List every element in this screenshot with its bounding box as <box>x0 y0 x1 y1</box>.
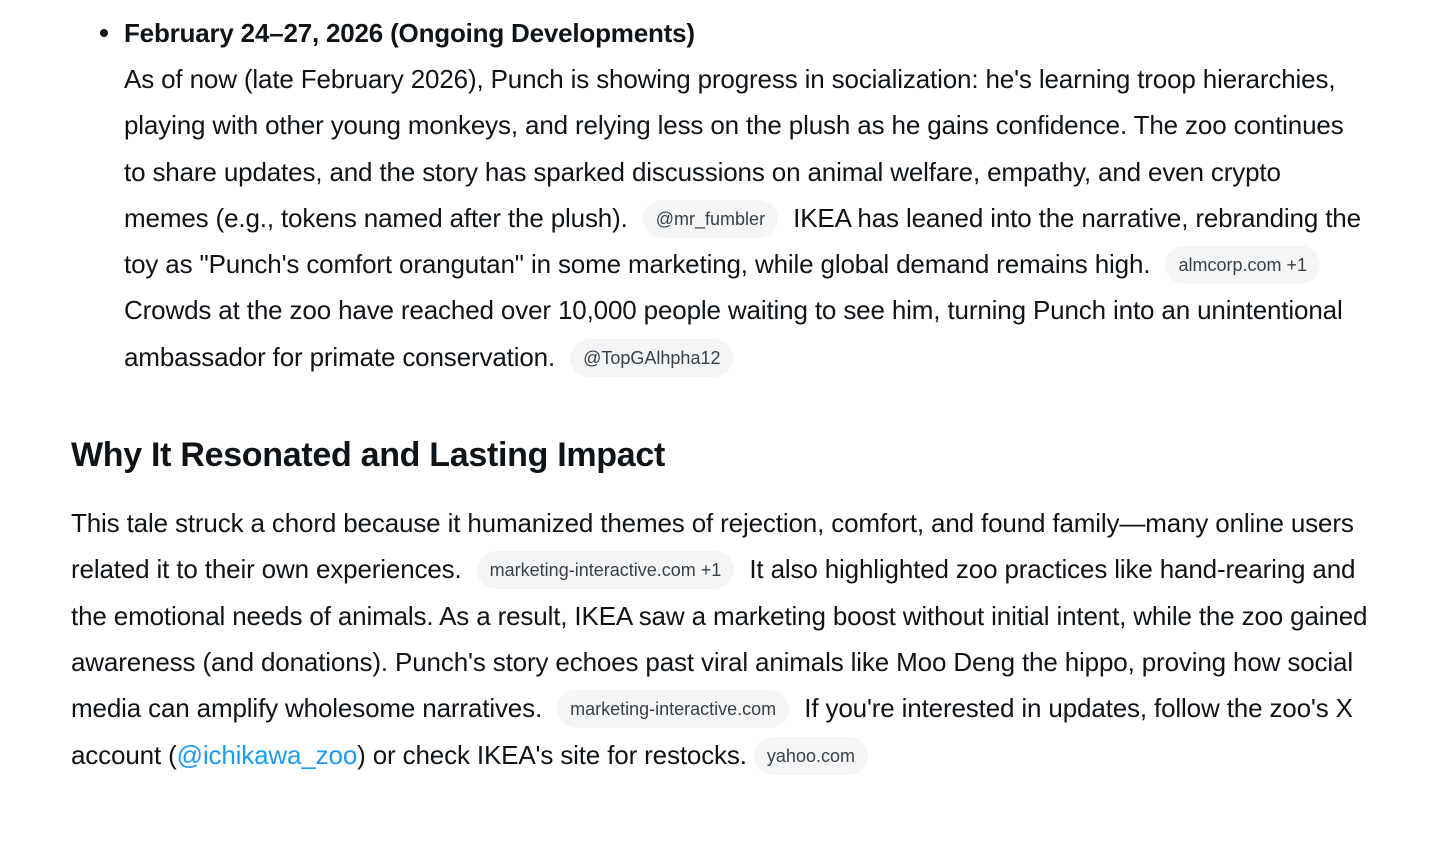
source-chip-topgalhpha12[interactable]: @TopGAlhpha12 <box>570 339 733 377</box>
section-text-1: This tale struck a chord because it humanized themes of rejection, comfort, and found family—many online users related it to their own experiences. <box>71 508 1354 585</box>
timeline-text-3: Crowds at the zoo have reached over 10,000 people waiting to see him, turning Punch into an unintentional ambassador for primate conservation. <box>124 295 1343 372</box>
section-text-3a: If you're interested in updates, follow the zoo's X account ( <box>71 693 1353 770</box>
source-chip-almcorp[interactable]: almcorp.com +1 <box>1165 246 1320 284</box>
source-chip-mr-fumbler[interactable]: @mr_fumbler <box>643 200 778 238</box>
timeline-list <box>71 14 1371 380</box>
source-chip-yahoo[interactable]: yahoo.com <box>754 737 868 775</box>
section-text-2: It also highlighted zoo practices like hand-rearing and the emotional needs of animals. As a result, IKEA saw a marketing boost without initial intent, while the zoo gained awareness (and donations). Punch's story echoes past viral animals like Moo Deng the hippo, proving how social media can amplify wholesome narratives. <box>71 554 1368 724</box>
section-heading: Why It Resonated and Lasting Impact <box>71 436 666 475</box>
section-paragraph <box>71 500 1371 778</box>
timeline-item-title: February 24–27, 2026 (Ongoing Developments) <box>124 18 695 48</box>
source-chip-marketing-interactive[interactable]: marketing-interactive.com <box>557 690 789 728</box>
timeline-item-body <box>124 56 1371 380</box>
timeline-text-1: As of now (late February 2026), Punch is showing progress in socialization: he's learning troop hierarchies, playing with other young monkeys, and relying less on the plush as he gains confidence. The zoo continues to share updates, and the story has sparked discussions on animal welfare, empathy, and even crypto memes (e.g., tokens named after the plush). <box>124 64 1344 233</box>
bullet-icon <box>100 29 108 37</box>
section-text-3b: ) or check IKEA's site for restocks. <box>357 739 747 770</box>
timeline-item <box>71 14 1371 380</box>
response-content <box>71 14 1371 778</box>
timeline-text-2: IKEA has leaned into the narrative, rebranding the toy as "Punch's comfort orangutan" in some marketing, while global demand remains high. <box>124 202 1361 280</box>
source-chip-marketing-interactive-plus[interactable]: marketing-interactive.com +1 <box>477 551 735 589</box>
ichikawa-zoo-link[interactable]: @ichikawa_zoo <box>176 739 358 770</box>
